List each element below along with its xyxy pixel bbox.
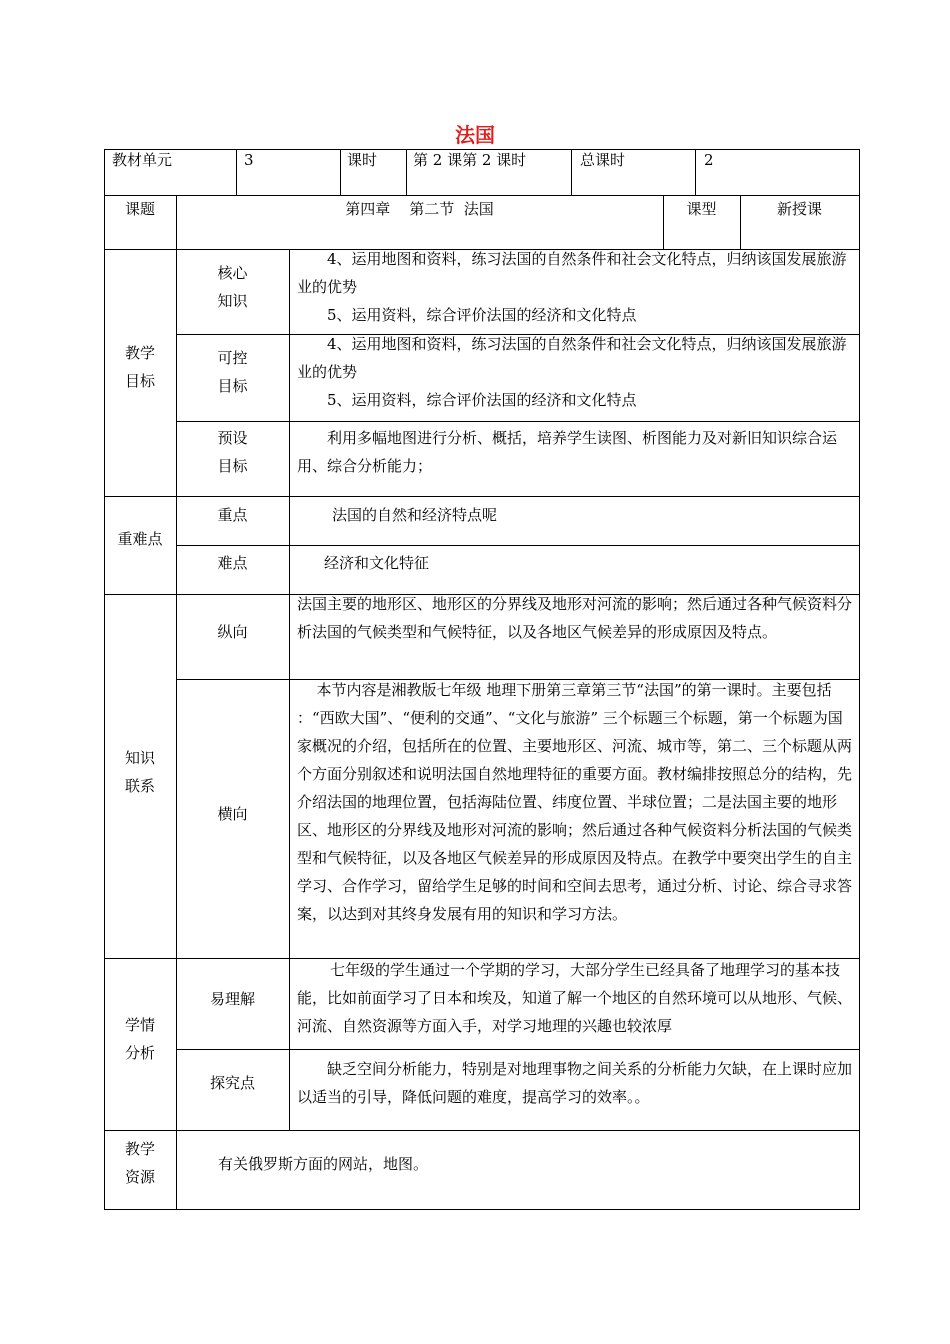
core-knowledge-text: 4、运用地图和资料，练习法国的自然条件和社会文化特点，归纳该国发展旅游业的优势 5、运用资料，综合评价法国的经济和文化特点 (297, 250, 847, 324)
analysis-label: 学情 分析 (124, 1016, 155, 1062)
preset-goal-text: 利用多幅地图进行分析、概括，培养学生读图、析图能力及对新旧知识综合运用、综合分析能力； (297, 429, 838, 475)
lesson-type-label: 课型 (686, 200, 717, 218)
topic-label: 课题 (124, 200, 155, 218)
table-border (236, 149, 237, 195)
explore-label: 探究点 (209, 1074, 255, 1092)
table-border (176, 421, 860, 422)
core-knowledge-label: 核心 知识 (217, 264, 248, 310)
total-lessons-value: 2 (704, 151, 714, 169)
goals-label: 教学 目标 (124, 344, 155, 390)
table-border (340, 149, 341, 195)
hard-point-label: 难点 (217, 554, 248, 572)
controllable-goal-label: 可控 目标 (217, 349, 248, 395)
resources-text: 有关俄罗斯方面的网站，地图。 (218, 1155, 429, 1173)
table-border (176, 545, 860, 546)
table-border (859, 149, 860, 1210)
table-border (104, 1209, 860, 1210)
table-border (406, 149, 407, 195)
resources-label: 教学 资源 (124, 1140, 155, 1186)
unit-label: 教材单元 (112, 151, 173, 169)
table-border (695, 149, 696, 195)
horizontal-label: 横向 (217, 805, 248, 823)
explore-text: 缺乏空间分析能力，特别是对地理事物之间关系的分析能力欠缺，在上课时应加以适当的引导，降低问题的难度，提高学习的效率。。 (297, 1060, 853, 1106)
table-border (571, 149, 572, 195)
lesson-type-value: 新授课 (776, 200, 822, 218)
preset-goal-label: 预设 目标 (217, 429, 248, 475)
unit-value: 3 (244, 151, 254, 169)
easy-label: 易理解 (209, 990, 255, 1008)
page-title: 法国 (455, 123, 495, 147)
difficulty-label: 重难点 (117, 530, 163, 548)
controllable-goal-text: 4、运用地图和资料，练习法国的自然条件和社会文化特点，归纳该国发展旅游业的优势 5、运用资料，综合评价法国的经济和文化特点 (297, 335, 847, 409)
lesson-label: 课时 (347, 151, 378, 169)
easy-text: 七年级的学生通过一个学期的学习，大部分学生已经具备了地理学习的基本技能，比如前面学习了日本和埃及，知道了解一个地区的自然环境可以从地形、气候、河流、自然资源等方面入手，对学习地理的兴趣也较浓厚 (297, 961, 853, 1035)
total-lessons-label: 总课时 (580, 151, 626, 169)
vertical-text: 法国主要的地形区、地形区的分界线及地形对河流的影响；然后通过各种气候资料分析法国的气候类型和气候特征，以及各地区气候差异的形成原因及特点。 (297, 595, 853, 641)
key-point-text: 法国的自然和经济特点呢 (332, 506, 498, 524)
vertical-label: 纵向 (217, 623, 248, 641)
horizontal-text: 本节内容是湘教版七年级 地理下册第三章第三节“法国”的第一课时。主要包括 ：“西欧大国”、“便利的交通”、“文化与旅游” 三个标题三个标题，第一个标题为国家概况的介绍，包括所在的位置、主要地形区、河流、城市等，第二、三个标题从两个方面分别叙述和说明法国自然地理特征的重要方面。教材编排按照总分的结构，先介绍法国的地理位置，包括海陆位置、纬度位置、半球位置；二是法国主要的地形区、地形区的分界线及地形对河流的影响；然后通过各种气候资料分析法国的气候类型和气候特征，以及各地区气候差异的形成原因及特点。在教学中要突出学生的自主学习、合作学习，留给学生足够的时间和空间去思考，通过分析、讨论、综合寻求答案，以达到对其终身发展有用的知识和学习方法。 (297, 681, 853, 923)
table-border (176, 1049, 860, 1050)
key-point-label: 重点 (217, 506, 248, 524)
hard-point-text: 经济和文化特征 (324, 554, 430, 572)
table-border (289, 249, 290, 1130)
topic-value: 第四章 第二节 法国 (345, 200, 494, 218)
table-border (104, 1130, 860, 1131)
lesson-value: 第 2 课第 2 课时 (413, 151, 527, 169)
table-border (104, 496, 860, 497)
knowledge-label: 知识 联系 (124, 749, 155, 795)
